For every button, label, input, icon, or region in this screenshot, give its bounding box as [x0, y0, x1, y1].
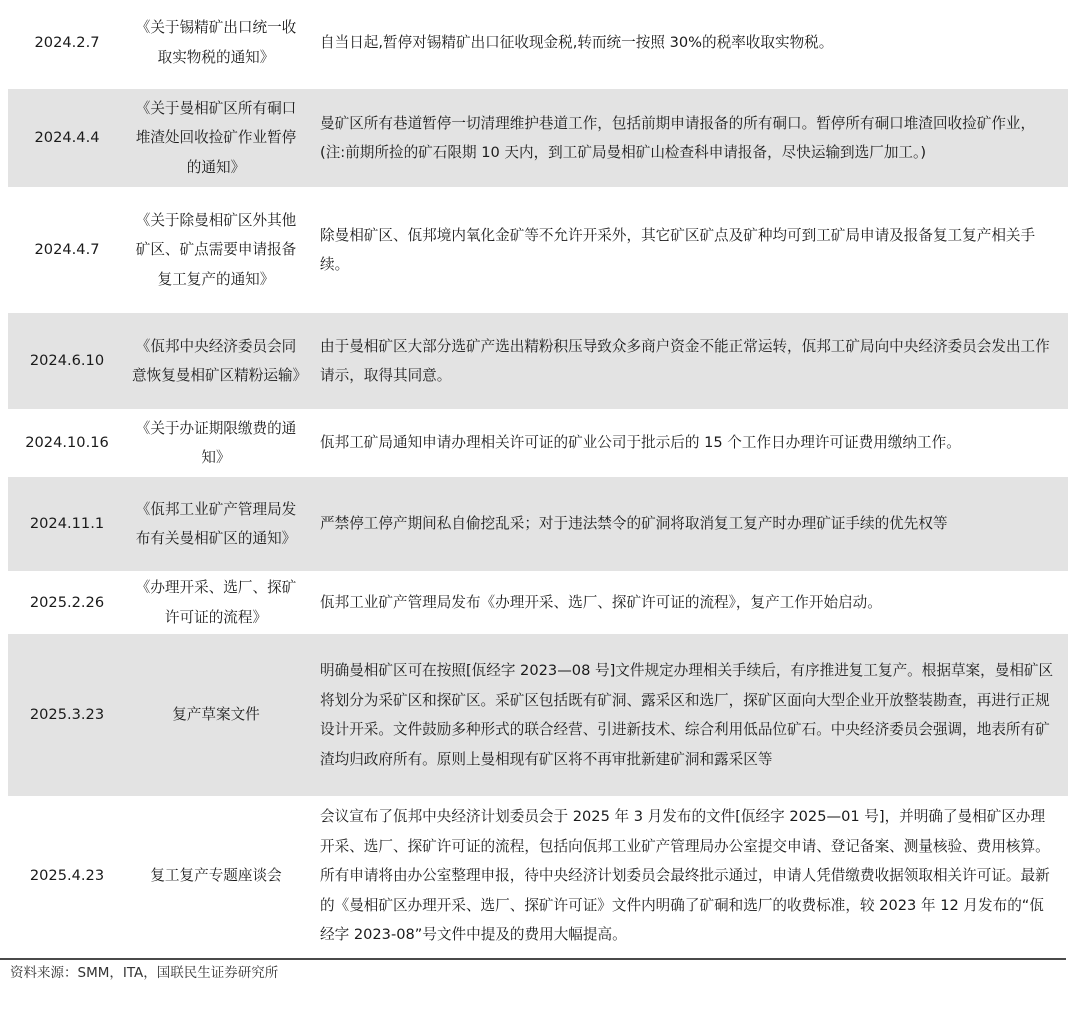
table-row	[8, 0, 1068, 88]
row-title: 《办理开采、选厂、探矿许可证的流程》	[135, 579, 297, 626]
table-row	[8, 476, 1068, 572]
row-date: 2024.11.1	[8, 476, 126, 572]
row-date: 2024.2.7	[34, 33, 100, 51]
row-description: 佤邦工矿局通知申请办理相关许可证的矿业公司于批示后的 15 个工作日办理许可证费用缴纳工作。	[320, 434, 961, 452]
table-row	[8, 188, 1068, 312]
row-title: 《关于曼相矿区所有硐口堆渣处回收捡矿作业暂停的通知》	[126, 88, 306, 188]
row-title: 《关于办证期限缴费的通知》	[135, 419, 297, 466]
row-title: 《关于锡精矿出口统一收取实物税的通知》	[135, 19, 297, 66]
row-date: 2024.6.10	[8, 312, 126, 410]
table-row	[8, 410, 1068, 476]
row-title: 《关于除曼相矿区外其他矿区、矿点需要申请报备复工复产的通知》	[135, 211, 297, 288]
row-description: 由于曼相矿区大部分选矿产选出精粉积压导致众多商户资金不能正常运转，佤邦工矿局向中央经济委员会发出工作请示，取得其同意。	[306, 312, 1068, 410]
row-date: 2024.4.4	[8, 88, 126, 188]
table-row	[8, 88, 1068, 188]
row-description: 除曼相矿区、佤邦境内氧化金矿等不允许开采外，其它矿区矿点及矿种均可到工矿局申请及报备复工复产相关手续。	[320, 226, 1036, 273]
row-description: 严禁停工停产期间私自偷挖乱采；对于违法禁令的矿洞将取消复工复产时办理矿证手续的优先权等	[306, 476, 1068, 572]
source-note: 资料来源：SMM，ITA，国联民生证券研究所	[10, 965, 279, 981]
row-title: 《佤邦工业矿产管理局发布有关曼相矿区的通知》	[126, 476, 306, 572]
table-body	[8, 0, 1068, 955]
policy-timeline-table	[8, 0, 1068, 956]
row-date: 2025.3.23	[8, 633, 126, 797]
row-description: 佤邦工业矿产管理局发布《办理开采、选厂、探矿许可证的流程》，复产工作开始启动。	[320, 593, 882, 611]
table-bottom-rule	[0, 958, 1066, 960]
table-row	[8, 633, 1068, 797]
row-description: 明确曼相矿区可在按照[佤经字 2023—08 号]文件规定办理相关手续后，有序推进复工复产。根据草案，曼相矿区将划分为采矿区和探矿区。采矿区包括既有矿洞、露采区和选厂，探矿区面向大型企业开放整装勘查，再进行正规设计开采。文件鼓励多种形式的联合经营、引进新技术、综合利用低品位矿石。中央经济委员会强调，地表所有矿渣均归政府所有。原则上曼相现有矿区将不再审批新建矿洞和露采区等	[306, 633, 1068, 797]
table-row	[8, 312, 1068, 410]
row-date: 2025.4.23	[29, 867, 105, 885]
row-date: 2025.2.26	[29, 593, 105, 611]
table-row	[8, 797, 1068, 955]
row-title: 《佤邦中央经济委员会同意恢复曼相矿区精粉运输》	[126, 312, 306, 410]
table-row	[8, 572, 1068, 633]
row-date: 2024.4.7	[34, 241, 100, 259]
row-title: 复产草案文件	[126, 633, 306, 797]
row-description: 曼矿区所有巷道暂停一切清理维护巷道工作，包括前期申请报备的所有硐口。暂停所有硐口堆渣回收捡矿作业，(注:前期所捡的矿石限期 10 天内，到工矿局曼相矿山检查科申请报备，尽快运输到选厂加工。)	[306, 88, 1068, 188]
row-description: 会议宣布了佤邦中央经济计划委员会于 2025 年 3 月发布的文件[佤经字 2025—01 号]，并明确了曼相矿区办理开采、选厂、探矿许可证的流程，包括向佤邦工业矿产管理局办公室提交申请、登记备案、测量核验、费用核算。所有申请将由办公室整理申报，待中央经济计划委员会最终批示通过，申请人凭借缴费收据领取相关许可证。最新的《曼相矿区办理开采、选厂、探矿许可证》文件内明确了矿硐和选厂的收费标准，较 2023 年 12 月发布的“佤经字 2023-08”号文件中提及的费用大幅提高。	[320, 808, 1050, 944]
row-description: 自当日起,暂停对锡精矿出口征收现金税,转而统一按照 30%的税率收取实物税。	[320, 33, 834, 51]
row-title: 复工复产专题座谈会	[150, 867, 282, 885]
row-date: 2024.10.16	[25, 434, 109, 452]
